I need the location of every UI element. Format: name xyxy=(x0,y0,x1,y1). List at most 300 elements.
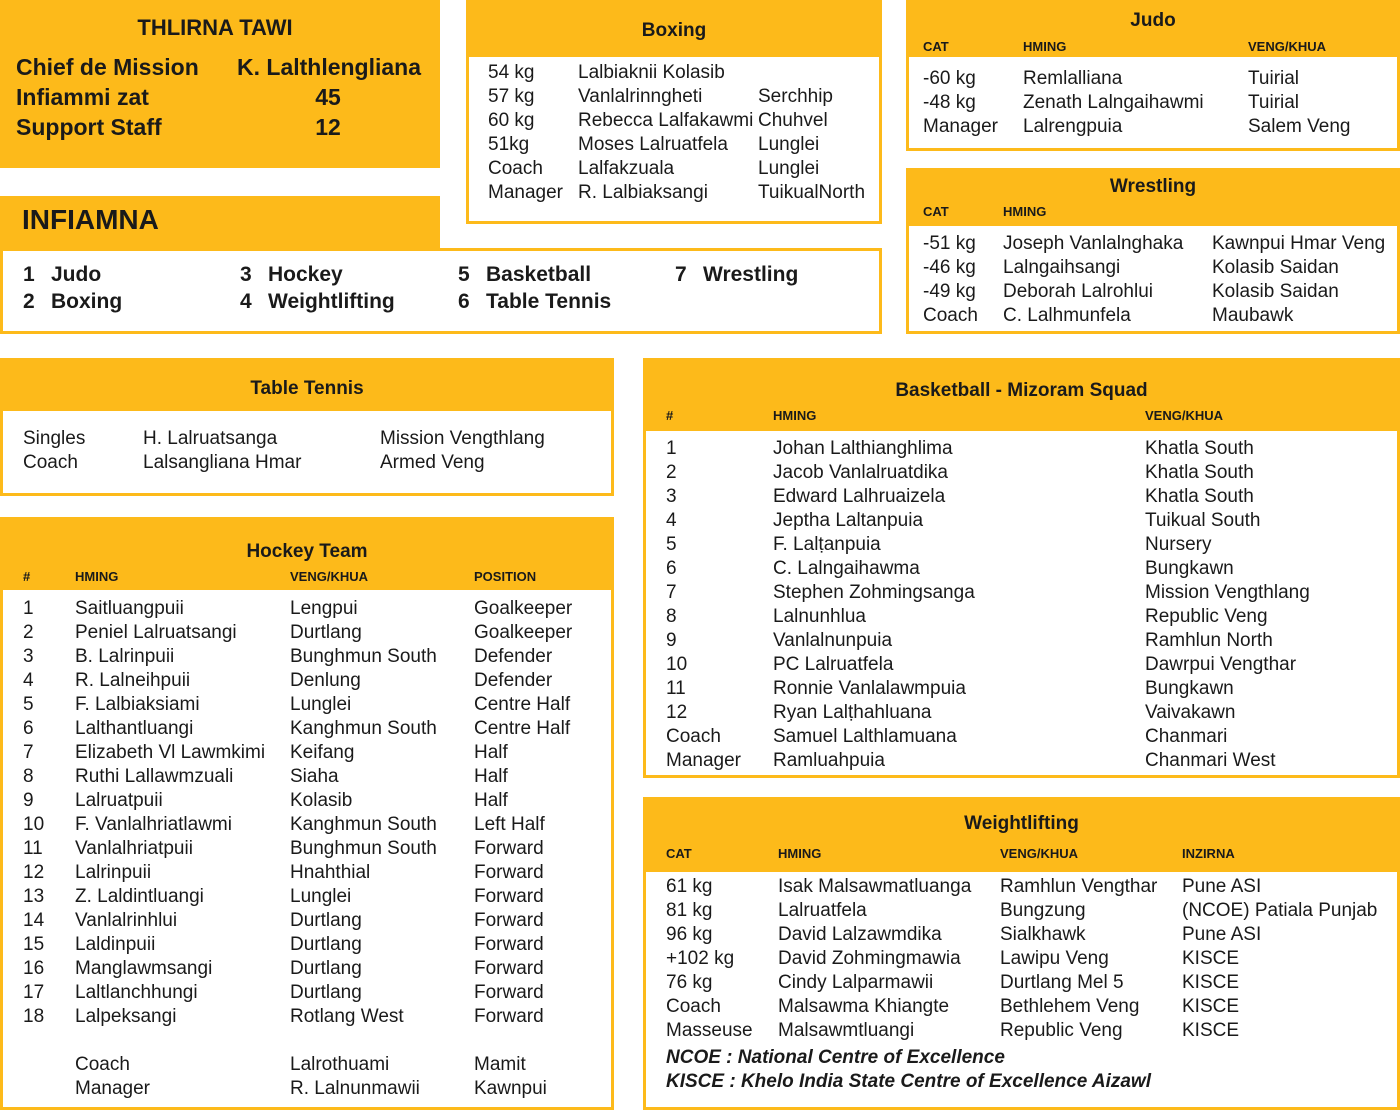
sport-item xyxy=(23,263,101,287)
sport-name: Wrestling xyxy=(703,263,799,286)
cell-name: Ruthi Lallawmzuali xyxy=(75,766,234,787)
cell-extra: KISCE xyxy=(1182,948,1240,969)
cell-extra: KISCE xyxy=(1182,996,1240,1017)
cell-place: Chuhvel xyxy=(758,110,828,131)
column-header: VENG/KHUA xyxy=(1145,408,1224,423)
cell-name: PC Lalruatfela xyxy=(773,654,894,675)
cell-place: Chanmari West xyxy=(1145,750,1276,771)
cell-num: 96 kg xyxy=(666,924,713,945)
cell-place: Hnahthial xyxy=(290,862,371,883)
cell-extra: Goalkeeper xyxy=(474,622,573,643)
cell-cat: Manager xyxy=(488,182,563,203)
cell-name: David Lalzawmdika xyxy=(778,924,942,945)
table-row xyxy=(488,85,883,109)
cell-cat: Manager xyxy=(923,116,998,137)
cell-name: Jeptha Laltanpuia xyxy=(773,510,924,531)
cell-num: 1 xyxy=(23,598,34,619)
cell-name: Lalrengpuia xyxy=(1023,116,1123,137)
wrestling-panel xyxy=(906,168,1400,334)
cell-num: 9 xyxy=(666,630,677,651)
table-row xyxy=(23,813,613,837)
cell-place: Chanmari xyxy=(1145,726,1228,747)
cell-place: Bungkawn xyxy=(1145,558,1234,579)
cell-extra: Centre Half xyxy=(474,694,571,715)
cell-name: Jacob Vanlalruatdika xyxy=(773,462,948,483)
cell-num: 1 xyxy=(666,438,677,459)
cell-extra: KISCE xyxy=(1182,1020,1240,1041)
cell-place: Republic Veng xyxy=(1000,1020,1123,1041)
cell-name: Malsawmtluangi xyxy=(778,1020,915,1041)
cell-name: Lalsangliana Hmar xyxy=(143,452,302,473)
column-header: # xyxy=(23,569,31,584)
sport-name: Judo xyxy=(51,263,102,286)
table-row xyxy=(23,885,613,909)
cell-name: Lalnunhlua xyxy=(773,606,866,627)
column-header: HMING xyxy=(773,408,817,423)
sport-number: 5 xyxy=(458,263,470,286)
cell-name: Lalrothuami xyxy=(290,1054,390,1075)
infiamna-header xyxy=(0,196,440,250)
table-tennis-title: Table Tennis xyxy=(250,378,364,399)
cell-name: Lalfakzuala xyxy=(578,158,675,179)
cell-extra: Pune ASI xyxy=(1182,924,1262,945)
cell-num: 61 kg xyxy=(666,876,713,897)
table-row xyxy=(666,971,1400,995)
table-row xyxy=(923,280,1398,304)
cell-place: Khatla South xyxy=(1145,462,1254,483)
cell-place: Kawnpui Hmar Veng xyxy=(1212,233,1386,254)
column-header: HMING xyxy=(778,846,822,861)
cell-name: Joseph Vanlalnghaka xyxy=(1003,233,1184,254)
cell-place: Keifang xyxy=(290,742,355,763)
cell-place: Kolasib Saidan xyxy=(1212,281,1339,302)
cell-num: 8 xyxy=(666,606,677,627)
cell-extra: Forward xyxy=(474,1006,544,1027)
cell-cat: 57 kg xyxy=(488,86,535,107)
table-row xyxy=(23,741,613,765)
cell-place: Denlung xyxy=(290,670,361,691)
cell-num: 3 xyxy=(23,646,34,667)
cell-cat: Coach xyxy=(923,305,978,326)
cell-place: Kawnpui xyxy=(474,1078,547,1099)
table-row xyxy=(923,67,1398,91)
table-row xyxy=(666,557,1396,581)
cell-role: Manager xyxy=(75,1078,150,1099)
column-header: HMING xyxy=(1023,39,1067,54)
cell-place: Durtlang xyxy=(290,958,362,979)
table-row xyxy=(23,789,613,813)
cell-place: Bunghmun South xyxy=(290,838,437,859)
cell-place: Tuikual South xyxy=(1145,510,1261,531)
cell-num: 9 xyxy=(23,790,34,811)
cell-place: Dawrpui Vengthar xyxy=(1145,654,1297,675)
column-header: HMING xyxy=(75,569,119,584)
cell-num: 14 xyxy=(23,910,45,931)
cell-num: Coach xyxy=(666,996,721,1017)
judo-rows xyxy=(923,67,1398,139)
table-row xyxy=(666,485,1396,509)
table-row xyxy=(666,509,1396,533)
cell-extra: Pune ASI xyxy=(1182,876,1262,897)
hockey-panel xyxy=(0,517,614,1110)
cell-name: F. Lalbiaksiami xyxy=(75,694,200,715)
table-row xyxy=(666,947,1400,971)
table-row xyxy=(666,923,1400,947)
cell-extra: Half xyxy=(474,766,508,787)
table-row xyxy=(666,581,1396,605)
cell-name: Vanlalhriatpuii xyxy=(75,838,193,859)
column-header: CAT xyxy=(923,39,949,54)
cell-name: Lalthantluangi xyxy=(75,718,194,739)
table-row xyxy=(666,533,1396,557)
cell-name: Elizabeth Vl Lawmkimi xyxy=(75,742,266,763)
table-row xyxy=(488,61,883,85)
cell-place: Tuirial xyxy=(1248,92,1300,113)
sport-item xyxy=(240,263,343,287)
basketball-rows xyxy=(666,437,1396,773)
cell-name: Lalngaihsangi xyxy=(1003,257,1121,278)
cell-name: F. Lalṭanpuia xyxy=(773,534,881,555)
cell-place: Armed Veng xyxy=(380,452,485,473)
table-row xyxy=(23,909,613,933)
cell-place: Bungzung xyxy=(1000,900,1086,921)
cell-place: Durtlang xyxy=(290,622,362,643)
cell-extra: Forward xyxy=(474,862,544,883)
cell-name: Rebecca Lalfakawmi xyxy=(578,110,754,131)
column-header: CAT xyxy=(923,204,949,219)
cell-cat: 51kg xyxy=(488,134,530,155)
sport-number: 2 xyxy=(23,290,35,313)
table-row xyxy=(23,1077,613,1101)
cell-name: B. Lalrinpuii xyxy=(75,646,175,667)
cell-name: Cindy Lalparmawii xyxy=(778,972,934,993)
sport-number: 3 xyxy=(240,263,252,286)
table-row xyxy=(23,621,613,645)
column-header: VENG/KHUA xyxy=(290,569,369,584)
cell-name: Vanlalnunpuia xyxy=(773,630,893,651)
cell-num: 81 kg xyxy=(666,900,713,921)
hockey-staff xyxy=(23,1053,613,1101)
wrestling-rows xyxy=(923,232,1398,328)
cell-name: Moses Lalruatfela xyxy=(578,134,728,155)
summary-label: Infiammi zat xyxy=(16,84,149,110)
table-row xyxy=(23,717,613,741)
table-row xyxy=(666,725,1396,749)
table-row xyxy=(23,1053,613,1077)
table-row xyxy=(23,1005,613,1029)
cell-name: H. Lalruatsanga xyxy=(143,428,278,449)
cell-name: David Zohmingmawia xyxy=(778,948,961,969)
cell-place: Khatla South xyxy=(1145,438,1254,459)
table-row xyxy=(666,1019,1400,1043)
boxing-panel xyxy=(466,0,882,224)
weightlifting-panel xyxy=(643,797,1400,1110)
cell-extra: Forward xyxy=(474,910,544,931)
cell-name: Ramluahpuia xyxy=(773,750,885,771)
cell-place: Ramhlun North xyxy=(1145,630,1273,651)
infiamna-title: INFIAMNA xyxy=(22,204,159,235)
cell-extra: Forward xyxy=(474,838,544,859)
summary-value: 45 xyxy=(315,84,341,110)
cell-place: Lunglei xyxy=(290,886,352,907)
cell-extra: (NCOE) Patiala Punjab xyxy=(1182,900,1378,921)
cell-place: Durtlang xyxy=(290,982,362,1003)
cell-num: 10 xyxy=(666,654,688,675)
table-row xyxy=(666,605,1396,629)
cell-extra: Left Half xyxy=(474,814,545,835)
judo-panel xyxy=(906,0,1400,151)
cell-extra: KISCE xyxy=(1182,972,1240,993)
cell-name: Peniel Lalruatsangi xyxy=(75,622,237,643)
cell-place: Durtlang xyxy=(290,934,362,955)
sport-item xyxy=(675,263,798,287)
table-row xyxy=(23,669,613,693)
table-row xyxy=(666,677,1396,701)
basketball-title: Basketball - Mizoram Squad xyxy=(895,380,1148,401)
note-ncoe: NCOE : National Centre of Excellence xyxy=(666,1047,1005,1068)
cell-name: R. Lalnunmawii xyxy=(290,1078,420,1099)
boxing-rows xyxy=(488,61,883,205)
basketball-panel xyxy=(643,358,1400,778)
column-header: CAT xyxy=(666,846,692,861)
cell-cat: -48 kg xyxy=(923,92,976,113)
table-row xyxy=(666,653,1396,677)
sport-name: Basketball xyxy=(486,263,592,286)
cell-name: Zenath Lalngaihawmi xyxy=(1023,92,1204,113)
cell-place: Serchhip xyxy=(758,86,833,107)
sport-number: 1 xyxy=(23,263,35,286)
cell-num: 18 xyxy=(23,1006,45,1027)
cell-num: 11 xyxy=(23,838,43,859)
cell-name: R. Lalneihpuii xyxy=(75,670,191,691)
cell-num: Masseuse xyxy=(666,1020,753,1041)
sport-item xyxy=(458,290,611,314)
cell-cat: Singles xyxy=(23,428,86,449)
table-row xyxy=(666,749,1396,773)
sport-item xyxy=(458,263,591,287)
cell-num: 2 xyxy=(666,462,677,483)
column-header: INZIRNA xyxy=(1182,846,1235,861)
cell-extra: Half xyxy=(474,790,508,811)
cell-place: Durtlang xyxy=(290,910,362,931)
sport-name: Boxing xyxy=(51,290,123,313)
judo-title: Judo xyxy=(1130,10,1176,31)
summary-value: 12 xyxy=(315,114,341,140)
cell-place: Maubawk xyxy=(1212,305,1294,326)
cell-place: Salem Veng xyxy=(1248,116,1351,137)
cell-extra: Forward xyxy=(474,934,544,955)
table-row xyxy=(23,861,613,885)
cell-name: Lalbiaknii Kolasib xyxy=(578,62,725,83)
column-header: # xyxy=(666,408,674,423)
table-row xyxy=(923,232,1398,256)
cell-place: Lunglei xyxy=(290,694,352,715)
weightlifting-header xyxy=(646,800,1397,872)
cell-name: Ronnie Vanlalawmpuia xyxy=(773,678,966,699)
cell-place: Lengpui xyxy=(290,598,358,619)
wrestling-title: Wrestling xyxy=(1109,176,1197,197)
cell-place: Bunghmun South xyxy=(290,646,437,667)
cell-place: Kolasib xyxy=(290,790,353,811)
column-header: VENG/KHUA xyxy=(1000,846,1079,861)
cell-cat: 54 kg xyxy=(488,62,535,83)
hockey-title: Hockey Team xyxy=(246,541,368,562)
cell-name: Deborah Lalrohlui xyxy=(1003,281,1153,302)
cell-place: Sialkhawk xyxy=(1000,924,1086,945)
column-header: VENG/KHUA xyxy=(1248,39,1327,54)
cell-num: 3 xyxy=(666,486,677,507)
cell-place: Nursery xyxy=(1145,534,1212,555)
cell-name: C. Lalhmunfela xyxy=(1003,305,1131,326)
cell-name: F. Vanlalhriatlawmi xyxy=(75,814,232,835)
table-row xyxy=(23,451,613,475)
cell-name: R. Lalbiaksangi xyxy=(578,182,708,203)
cell-place: Ramhlun Vengthar xyxy=(1000,876,1158,897)
table-row xyxy=(488,181,883,205)
cell-name: Lalruatfela xyxy=(778,900,867,921)
cell-cat: -49 kg xyxy=(923,281,976,302)
sport-name: Hockey xyxy=(268,263,343,286)
cell-place: Mission Vengthlang xyxy=(380,428,545,449)
table-row xyxy=(23,837,613,861)
cell-name: Laldinpuii xyxy=(75,934,156,955)
cell-place: Kanghmun South xyxy=(290,814,437,835)
cell-extra: Forward xyxy=(474,958,544,979)
table-row xyxy=(488,109,883,133)
cell-name: Samuel Lalthlamuana xyxy=(773,726,957,747)
summary-title: THLIRNA TAWI xyxy=(137,15,293,40)
table-row xyxy=(923,115,1398,139)
table-tennis-rows xyxy=(23,427,613,475)
table-row xyxy=(923,304,1398,328)
cell-extra: Centre Half xyxy=(474,718,571,739)
cell-num: 16 xyxy=(23,958,45,979)
cell-place: Bethlehem Veng xyxy=(1000,996,1140,1017)
cell-place: Rotlang West xyxy=(290,1006,404,1027)
table-row xyxy=(923,91,1398,115)
sport-name: Table Tennis xyxy=(486,290,612,313)
cell-place: Lawipu Veng xyxy=(1000,948,1109,969)
cell-name: Stephen Zohmingsanga xyxy=(773,582,975,603)
cell-name: Lalpeksangi xyxy=(75,1006,177,1027)
table-row xyxy=(23,427,613,451)
cell-place: Kolasib Saidan xyxy=(1212,257,1339,278)
weightlifting-rows xyxy=(666,875,1400,1043)
weightlifting-title: Weightlifting xyxy=(964,813,1079,834)
cell-name: Isak Malsawmatluanga xyxy=(778,876,972,897)
cell-name: Vanlalrinngheti xyxy=(578,86,703,107)
cell-cat: -46 kg xyxy=(923,257,976,278)
cell-role: Coach xyxy=(75,1054,130,1075)
cell-name: Malsawma Khiangte xyxy=(778,996,950,1017)
cell-name: Lalruatpuii xyxy=(75,790,163,811)
cell-num: 6 xyxy=(23,718,34,739)
cell-place: TuikualNorth xyxy=(758,182,866,203)
table-row xyxy=(23,765,613,789)
cell-num: 5 xyxy=(23,694,34,715)
weightlifting-notes xyxy=(666,1046,1151,1094)
column-header: POSITION xyxy=(474,569,537,584)
cell-num: 8 xyxy=(23,766,34,787)
summary-label: Support Staff xyxy=(16,114,162,140)
cell-extra: Defender xyxy=(474,646,553,667)
table-row xyxy=(666,899,1400,923)
summary-panel xyxy=(0,0,440,168)
cell-name: Z. Laldintluangi xyxy=(75,886,204,907)
cell-name: Manglawmsangi xyxy=(75,958,213,979)
note-kisce: KISCE : Khelo India State Centre of Excellence Aizawl xyxy=(666,1071,1151,1092)
cell-num: 17 xyxy=(23,982,45,1003)
cell-name: Ryan Lalṭhahluana xyxy=(773,702,932,723)
cell-num: Coach xyxy=(666,726,721,747)
cell-num: 4 xyxy=(666,510,677,531)
column-header: HMING xyxy=(1003,204,1047,219)
cell-extra: Defender xyxy=(474,670,553,691)
table-row xyxy=(666,461,1396,485)
cell-num: 4 xyxy=(23,670,34,691)
cell-place: Republic Veng xyxy=(1145,606,1268,627)
table-row xyxy=(23,597,613,621)
cell-name: Lalrinpuii xyxy=(75,862,152,883)
cell-cat: -51 kg xyxy=(923,233,976,254)
sport-item xyxy=(23,290,122,314)
cell-name: C. Lalngaihawma xyxy=(773,558,920,579)
cell-place: Lunglei xyxy=(758,158,820,179)
cell-place: Vaivakawn xyxy=(1145,702,1236,723)
table-row xyxy=(23,645,613,669)
cell-cat: -60 kg xyxy=(923,68,976,89)
cell-num: 12 xyxy=(23,862,45,883)
table-row xyxy=(23,693,613,717)
hockey-rows xyxy=(23,597,613,1029)
table-row xyxy=(23,957,613,981)
cell-num: 2 xyxy=(23,622,34,643)
table-row xyxy=(666,875,1400,899)
cell-num: 5 xyxy=(666,534,677,555)
cell-cat: 60 kg xyxy=(488,110,535,131)
table-row xyxy=(23,981,613,1005)
cell-num: 7 xyxy=(23,742,34,763)
cell-num: 7 xyxy=(666,582,677,603)
cell-num: +102 kg xyxy=(666,948,735,969)
table-row xyxy=(23,933,613,957)
table-row xyxy=(923,256,1398,280)
cell-name: Laltlanchhungi xyxy=(75,982,198,1003)
cell-extra: Forward xyxy=(474,982,544,1003)
cell-num: 6 xyxy=(666,558,677,579)
table-row xyxy=(666,629,1396,653)
cell-place: Mission Vengthlang xyxy=(1145,582,1310,603)
cell-place: Kanghmun South xyxy=(290,718,437,739)
cell-name: Vanlalrinhlui xyxy=(75,910,178,931)
cell-cat: Coach xyxy=(23,452,78,473)
cell-num: 11 xyxy=(666,678,686,699)
cell-place: Bungkawn xyxy=(1145,678,1234,699)
sport-name: Weightlifting xyxy=(268,290,395,313)
cell-name: Remlalliana xyxy=(1023,68,1123,89)
cell-place: Lunglei xyxy=(758,134,820,155)
summary-label: Chief de Mission xyxy=(16,54,199,80)
boxing-title: Boxing xyxy=(641,20,707,41)
infiamna-panel xyxy=(0,248,882,334)
sport-number: 7 xyxy=(675,263,687,286)
table-row xyxy=(488,157,883,181)
cell-num: 12 xyxy=(666,702,688,723)
cell-name: Saitluangpuii xyxy=(75,598,184,619)
cell-num: 76 kg xyxy=(666,972,713,993)
cell-place: Tuirial xyxy=(1248,68,1300,89)
cell-extra: Goalkeeper xyxy=(474,598,573,619)
